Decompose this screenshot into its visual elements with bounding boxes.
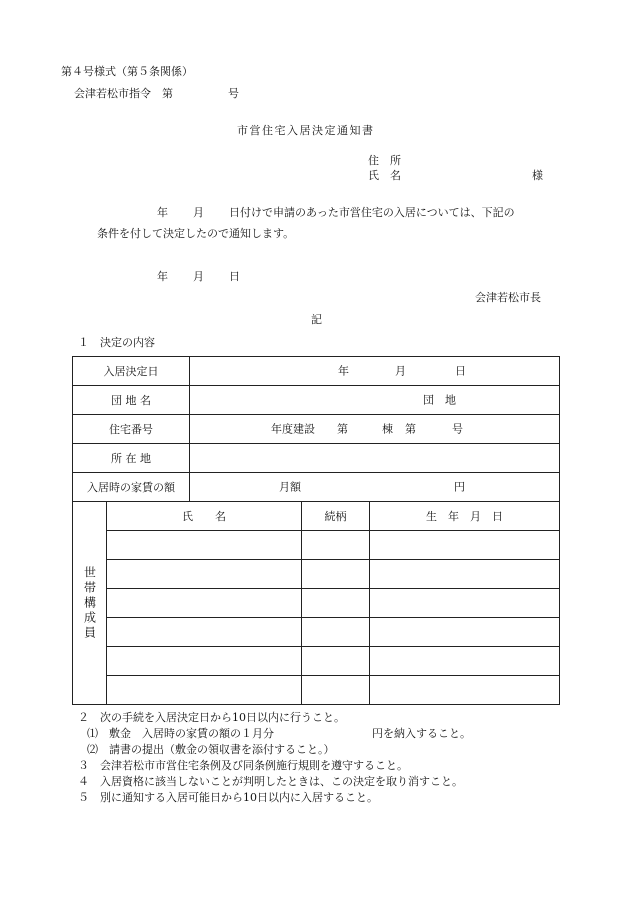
directive-suffix: 号: [228, 87, 239, 100]
member-birthdate-cell[interactable]: [370, 560, 560, 589]
member-name-cell[interactable]: [107, 560, 302, 589]
member-name-cell[interactable]: [107, 618, 302, 647]
member-relation-cell[interactable]: [302, 531, 370, 560]
col-name-header: 氏 名: [107, 502, 302, 531]
move-in-month: 月: [395, 364, 406, 378]
rent-yen: 円: [454, 480, 465, 494]
body-line2: 条件を付して決定したので通知します。: [97, 227, 295, 240]
rent-monthly: 月額: [279, 480, 301, 494]
date-year: 年: [157, 270, 168, 283]
body-month: 月: [193, 206, 204, 219]
directive-prefix: 会津若松市指令 第: [74, 87, 173, 100]
row-rent: [73, 473, 560, 502]
honorific: 様: [532, 169, 543, 182]
row-complex: [73, 386, 560, 415]
member-name-cell[interactable]: [107, 676, 302, 705]
col-birthdate-header: 生 年 月 日: [370, 502, 560, 531]
row-location: [73, 444, 560, 473]
unit-number-label: 住宅番号: [73, 415, 190, 444]
member-relation-cell[interactable]: [302, 560, 370, 589]
member-name-cell[interactable]: [107, 589, 302, 618]
member-birthdate-cell[interactable]: [370, 618, 560, 647]
member-birthdate-cell[interactable]: [370, 589, 560, 618]
household-row: [73, 531, 560, 560]
location-label: 所 在 地: [73, 444, 190, 473]
address-label: 住 所: [368, 154, 401, 167]
location-value[interactable]: [190, 444, 560, 473]
col-relation-header: 続柄: [302, 502, 370, 531]
issuer: 会津若松市長: [475, 291, 541, 304]
section-1-title: １ 決定の内容: [78, 336, 155, 349]
move-in-date-value[interactable]: [190, 357, 560, 386]
body-line1: 日付けで申請のあった市営住宅の入居については、下記の: [229, 206, 515, 219]
move-in-date-label: 入居決定日: [73, 357, 190, 386]
household-label: 世帯構成員: [82, 565, 97, 641]
member-relation-cell[interactable]: [302, 589, 370, 618]
complex-label: 団 地 名: [73, 386, 190, 415]
form-number: 第４号様式（第５条関係）: [61, 65, 193, 78]
condition-5: ５ 別に通知する入居可能日から10日以内に入居すること。: [78, 791, 378, 804]
unit-no1: 第: [337, 422, 348, 436]
move-in-year: 年: [338, 364, 349, 378]
condition-2-1-suffix: 円を納入すること。: [372, 727, 471, 740]
unit-number-suffix: 号: [452, 422, 463, 436]
date-month: 月: [193, 270, 204, 283]
member-name-cell[interactable]: [107, 647, 302, 676]
complex-suffix: 団 地: [423, 393, 456, 407]
record-heading: 記: [311, 313, 322, 326]
unit-number-value[interactable]: [190, 415, 560, 444]
household-row: [73, 676, 560, 705]
row-move-in-date: [73, 357, 560, 386]
member-birthdate-cell[interactable]: [370, 676, 560, 705]
condition-2-1: ⑴ 敷金 入居時の家賃の額の１月分: [87, 727, 274, 740]
household-header-row: [73, 502, 560, 531]
unit-building: 棟: [382, 422, 393, 436]
row-unit-number: [73, 415, 560, 444]
body-year: 年: [157, 206, 168, 219]
date-day: 日: [229, 270, 240, 283]
rent-value[interactable]: [190, 473, 560, 502]
decision-table: [72, 356, 560, 705]
condition-3: ３ 会津若松市市営住宅条例及び同条例施行規則を遵守すること。: [78, 759, 408, 772]
condition-4: ４ 入居資格に該当しないことが判明したときは、この決定を取り消すこと。: [78, 775, 463, 788]
member-birthdate-cell[interactable]: [370, 531, 560, 560]
member-relation-cell[interactable]: [302, 647, 370, 676]
member-relation-cell[interactable]: [302, 676, 370, 705]
document-title: 市営住宅入居決定通知書: [237, 124, 375, 137]
condition-2-2: ⑵ 請書の提出（敷金の領収書を添付すること。）: [87, 743, 335, 756]
rent-label: 入居時の家賃の額: [73, 473, 190, 502]
household-label-cell: [73, 502, 107, 705]
household-row: [73, 618, 560, 647]
unit-fiscal: 年度建設: [271, 422, 315, 436]
household-row: [73, 560, 560, 589]
unit-no2: 第: [405, 422, 416, 436]
member-birthdate-cell[interactable]: [370, 647, 560, 676]
condition-2: ２ 次の手続を入居決定日から10日以内に行うこと。: [78, 711, 345, 724]
name-label: 氏 名: [368, 169, 401, 182]
member-name-cell[interactable]: [107, 531, 302, 560]
move-in-day: 日: [455, 364, 466, 378]
household-row: [73, 647, 560, 676]
household-row: [73, 589, 560, 618]
complex-value[interactable]: [190, 386, 560, 415]
member-relation-cell[interactable]: [302, 618, 370, 647]
